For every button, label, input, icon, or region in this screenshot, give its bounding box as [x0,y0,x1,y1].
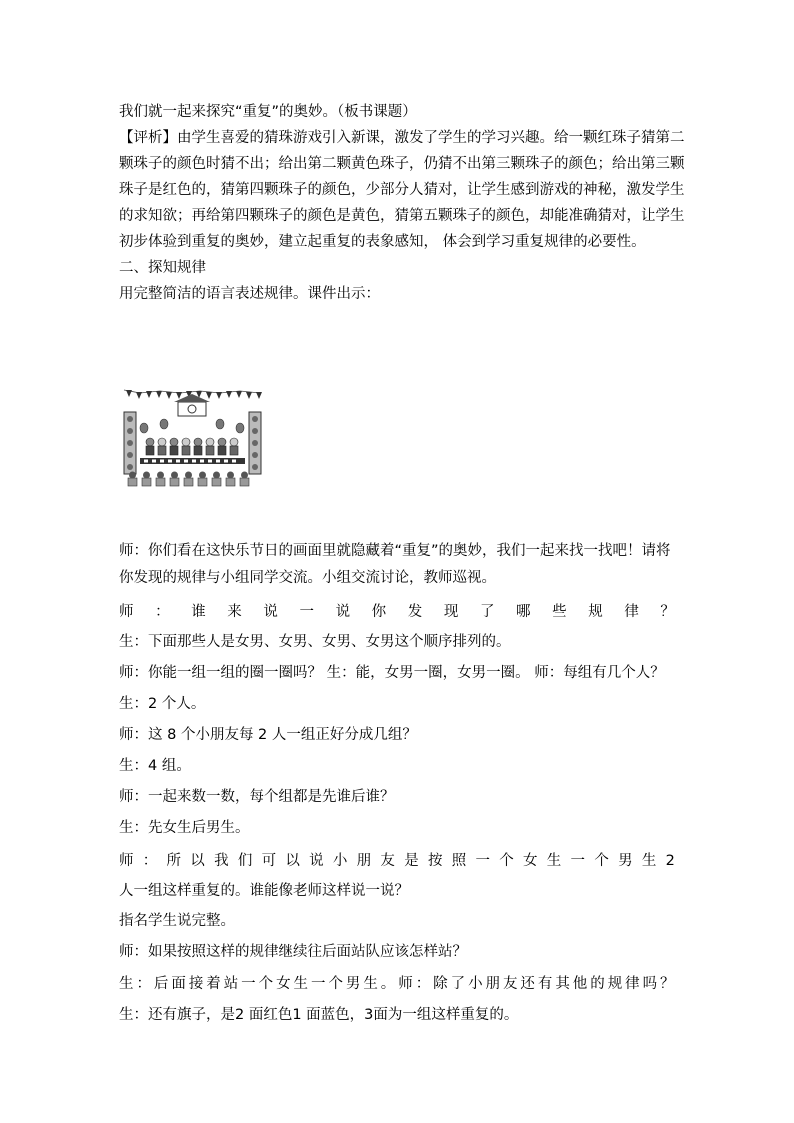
text-line: 指名学生说完整。 [119,913,235,929]
text-line: 人一组这样重复的。谁能像老师这样说一说？ [119,883,409,899]
text-line: 生 ： 后 面 接 着 站 一 个 女 生 一 个 男 生 。 师 ： 除 了 小 朋 友 还 有 其 他 的 规 律 吗 ？ [119,976,675,992]
text-line: 生：先女生后男生。 [119,820,250,836]
text-line: 师：你能一组一组的圈一圈吗？ 生：能，女男一圈，女男一圈。 师：每组有几个人？ [119,665,665,681]
text-line: 的求知欲；再给第四颗珠子的颜色是黄色，猜第五颗珠子的颜色，却能准确猜对，让学生 [119,208,685,224]
text-line: 师 ： 所 以 我 们 可 以 说 小 朋 友 是 按 照 一 个 女 生 一 个 男 生 2 [119,853,675,869]
text-line: 用完整简洁的语言表述规律。课件出示： [119,286,380,302]
text-line: 师 ： 谁 来 说 一 说 你 发 现 了 哪 些 规 律 ？ [119,604,675,620]
section-heading: 二、探知规律 [119,260,206,276]
festival-illustration [120,384,265,494]
text-line: 我们就一起来探究“重复”的奥妙。（板书课题） [119,104,417,120]
text-line: 生：下面那些人是女男、女男、女男、女男这个顺序排列的。 [119,634,511,650]
text-line: 生：4 组。 [119,758,191,774]
text-line: 生：还有旗子，是2 面红色1 面蓝色，3面为一组这样重复的。 [119,1007,519,1023]
text-line: 【评析】由学生喜爱的猜珠游戏引入新课，激发了学生的学习兴趣。给一颗红珠子猜第二 [119,130,685,146]
text-line: 师：一起来数一数，每个组都是先谁后谁？ [119,789,395,805]
text-line: 初步体验到重复的奥妙，建立起重复的表象感知， 体会到学习重复规律的必要性。 [119,234,646,250]
text-line: 师：这 8 个小朋友每 2 人一组正好分成几组？ [119,727,417,743]
text-line: 珠子是红色的，猜第四颗珠子的颜色，少部分人猜对，让学生感到游戏的神秘，激发学生 [119,182,685,198]
text-line: 师：如果按照这样的规律继续往后面站队应该怎样站？ [119,944,467,960]
text-line: 生：2 个人。 [119,696,206,712]
text-line: 你发现的规律与小组同学交流。小组交流讨论，教师巡视。 [119,570,496,586]
text-line: 颗珠子的颜色时猜不出；给出第二颗黄色珠子，仍猜不出第三颗珠子的颜色；给出第三颗 [119,156,685,172]
text-line: 师：你们看在这快乐节日的画面里就隐藏着“重复”的奥妙，我们一起来找一找吧！请将 [119,543,671,559]
